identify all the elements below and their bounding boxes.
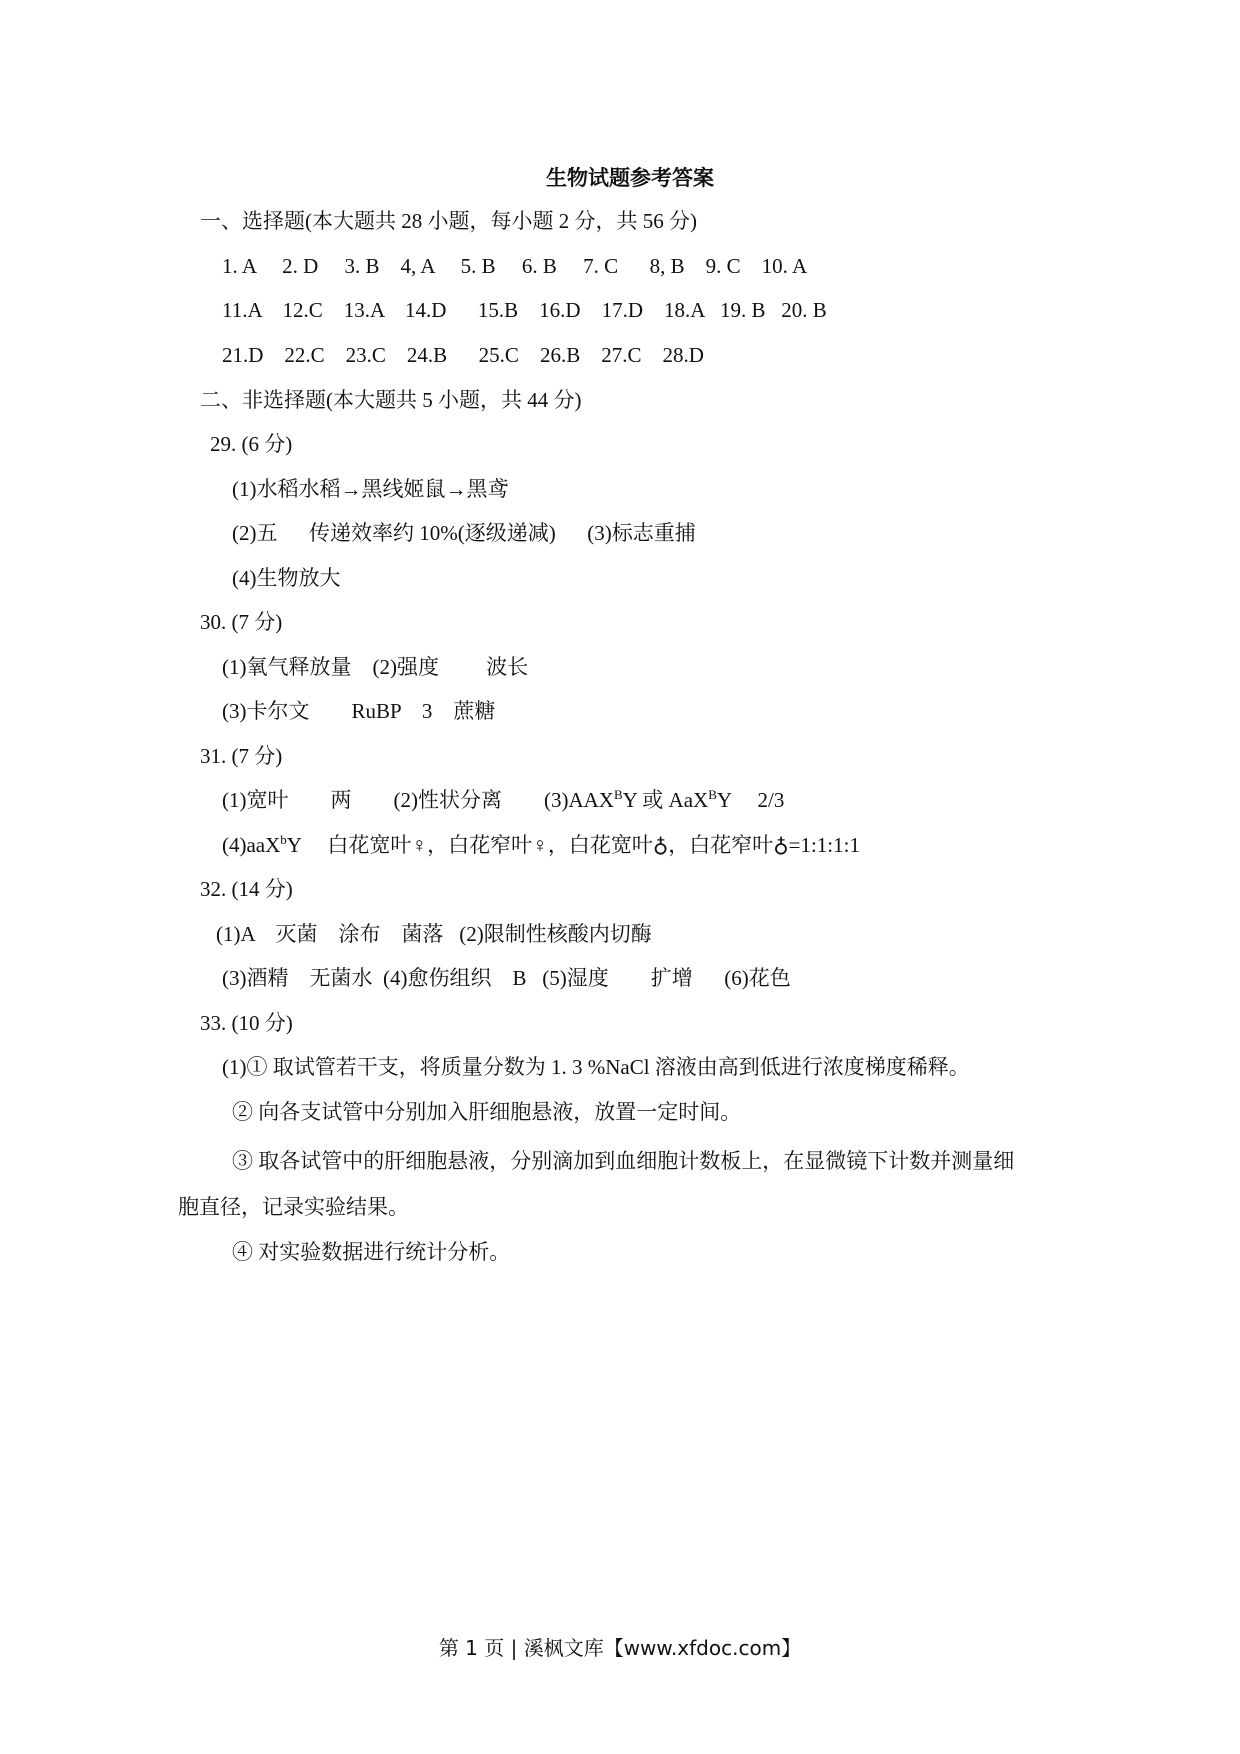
q29-answer-1: (1)水稻水稻→黑线姬鼠→黑鸢 — [232, 477, 509, 501]
q31-answer-2 — [222, 831, 860, 859]
q29-heading: 29. (6 分) — [210, 432, 293, 456]
q33-step-1: (1)① 取试管若干支，将质量分数为 1. 3 %NaCl 溶液由高到低进行浓度梯度稀释。 — [222, 1055, 970, 1079]
q30-answer-2: (3)卡尔文 RuBP 3 蔗糖 — [222, 699, 496, 723]
q33-heading: 33. (10 分) — [200, 1011, 293, 1035]
q30-heading: 30. (7 分) — [200, 610, 283, 634]
page-title: 生物试题参考答案 — [546, 166, 714, 190]
q30-answer-1: (1)氧气释放量 (2)强度 波长 — [222, 655, 529, 679]
superscript: B — [708, 787, 717, 802]
q29-answer-2: (2)五 传递效率约 10%(逐级递减) (3)标志重捕 — [232, 521, 696, 545]
q31-answer-1-text: (1)宽叶 两 (2)性状分离 (3)AAX — [222, 788, 614, 812]
answer-row-2: 11.A 12.C 13.A 14.D 15.B 16.D 17.D 18.A 19. B 20. B — [222, 298, 827, 322]
q31-answer-2-text: Y 白花宽叶♀，白花窄叶♀，白花宽叶♁，白花窄叶♁=1:1:1:1 — [286, 833, 860, 857]
section2-heading: 二、非选择题(本大题共 5 小题，共 44 分) — [200, 388, 582, 412]
section1-heading: 一、选择题(本大题共 28 小题，每小题 2 分，共 56 分) — [200, 209, 697, 233]
q31-answer-1-text: Y 或 AaX — [622, 788, 709, 812]
q32-heading: 32. (14 分) — [200, 877, 293, 901]
q31-answer-2-text: (4)aaX — [222, 833, 281, 857]
q31-heading: 31. (7 分) — [200, 744, 283, 768]
q33-step-2: ② 向各支试管中分别加入肝细胞悬液，放置一定时间。 — [232, 1100, 742, 1124]
q29-answer-3: (4)生物放大 — [232, 566, 341, 590]
page-footer: 第 1 页 | 溪枫文库【www.xfdoc.com】 — [438, 1636, 802, 1660]
q32-answer-1: (1)A 灭菌 涂布 菌落 (2)限制性核酸内切酶 — [216, 922, 652, 946]
q33-step-3: ③ 取各试管中的肝细胞悬液，分别滴加到血细胞计数板上，在显微镜下计数并测量细 — [232, 1149, 1015, 1173]
q33-step-4: ④ 对实验数据进行统计分析。 — [232, 1240, 511, 1264]
q33-step-3-cont: 胞直径，记录实验结果。 — [178, 1195, 409, 1219]
q32-answer-2: (3)酒精 无菌水 (4)愈伤组织 B (5)湿度 扩增 (6)花色 — [222, 966, 791, 990]
q31-answer-1-text: Y 2/3 — [716, 788, 785, 812]
q31-answer-1 — [222, 786, 784, 814]
superscript: b — [280, 832, 287, 847]
answer-row-1: 1. A 2. D 3. B 4, A 5. B 6. B 7. C 8, B 9. C 10. A — [222, 254, 808, 278]
superscript: B — [613, 787, 623, 802]
answer-row-3: 21.D 22.C 23.C 24.B 25.C 26.B 27.C 28.D — [222, 343, 704, 367]
